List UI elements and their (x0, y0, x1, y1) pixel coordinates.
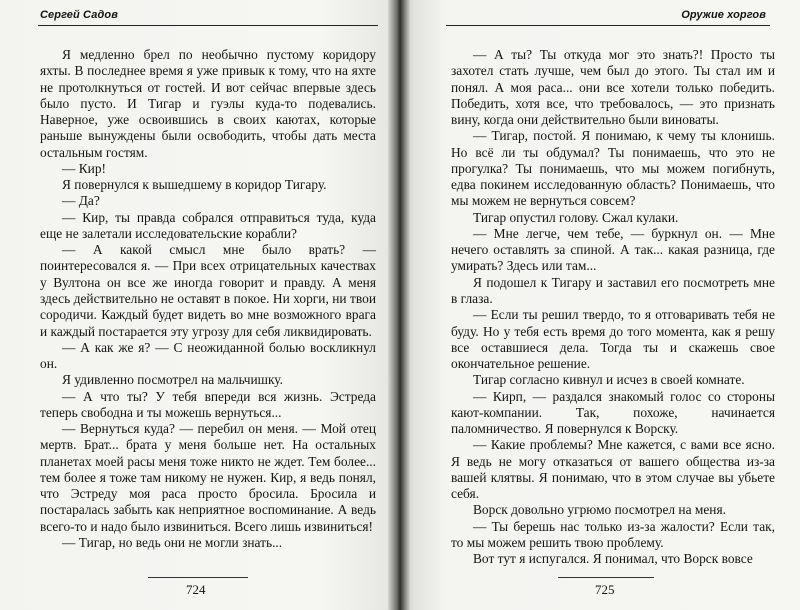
paragraph: — Кирп, — раздался знакомый голос со стороны кают-компании. Так, похоже, начинается паломничество. Я повернулся к Ворску. (451, 388, 775, 437)
header-rule (38, 25, 378, 26)
paragraph: — А ты? Ты откуда мог это знать?! Просто ты захотел стать лучше, чем был до этого. Ты стал им и понял. А моя раса... они все хотели только победить. Победить, хотя все, что требовалось, — это признать вину, когда они действительно были виноваты. (451, 47, 775, 128)
paragraph: — Вернуться куда? — перебил он меня. — Мой отец мертв. Брат... брата у меня больше нет. На остальных планетах моей расы меня тоже никто не ждет. Тем более... тем более я тоже там никому не нужен. Кир, я ведь понял, что Эстреду моя раса просто бросила. Бросила и постаралась забыть как неприятное воспоминание. А ведь всего-то и надо было извиниться. Всего лишь извиниться! (40, 421, 376, 534)
paragraph: — Если ты решил твердо, то я отговаривать тебя не буду. Но у тебя есть время до того момента, как я решу все оставшиеся дела. Тогда ты и скажешь свое окончательное решение. (451, 307, 775, 372)
paragraph: — Да? (62, 193, 100, 209)
footer-rule (148, 577, 248, 578)
header-rule (446, 25, 770, 26)
page-number: 724 (186, 582, 206, 597)
paragraph: Я медленно брел по необычно пустому коридору яхты. В последнее время я уже привык к тому, что на яхте не протолкнуться от гостей. И вот сейчас впервые здесь было пусто. И Тигар и гуэлы куда-то подевались. Наверное, уже освоившись в своих каютах, которые раньше вынуждены были освободить, чтобы дать места остальным гостям. (40, 47, 376, 160)
paragraph: — Тигар, постой. Я понимаю, к чему ты клонишь. Но всё ли ты обдумал? Ты понимаешь, что это не прогулка? Ты понимаешь, что мы можем погибнуть, едва покинем исследованную область? Понимаешь, что мы можем не вернуться совсем? (451, 128, 775, 209)
running-header-author: Сергей Садов (40, 9, 118, 21)
paragraph: Я подошел к Тигару и заставил его посмотреть мне в глаза. (451, 274, 775, 306)
left-page (0, 0, 398, 610)
paragraph: — А как же я? — С неожиданной болью воскликнул он. (40, 339, 376, 372)
paragraph: Ворск довольно угрюмо посмотрел на меня. (473, 502, 726, 518)
paragraph: — Кир, ты правда собрался отправиться туда, куда еще не залетали исследовательские корабли? (40, 209, 376, 241)
paragraph: — Какие проблемы? Мне кажется, с вами все ясно. Я ведь не могу отказаться от вашего общества из-за вашей клятвы. Я понимаю, что в этом случае вы убьете себя. (451, 437, 775, 502)
paragraph: — Тигар, но ведь они не могли знать... (62, 534, 283, 550)
page-text (451, 47, 775, 568)
paragraph: Я повернулся к вышедшему в коридор Тигару. (62, 177, 327, 193)
paragraph: — Мне легче, чем тебе, — буркнул он. — Мне нечего оставлять за спиной. А так... какая разница, где умирать? Здесь или там... (451, 225, 775, 274)
book-spine-gutter (388, 0, 410, 610)
paragraph: — А что ты? У тебя впереди вся жизнь. Эстреда теперь свободна и ты можешь вернуться... (40, 388, 376, 420)
paragraph: Тигар согласно кивнул и исчез в своей комнате. (473, 372, 745, 388)
footer-rule (558, 577, 654, 578)
paragraph: — А какой смысл мне было врать? — поинтересовался я. — При всех отрицательных качествах у Вултона он все же иногда говорит и правду. А меня здесь действительно не оставят в покое. Ни хорги, ни твои сородичи. Каждый будет видеть во мне возможного врага и каждый постарается эту угрозу для себя ликвидировать. (40, 242, 376, 339)
paragraph: Вот тут я испугался. Я понимал, что Ворск вовсе (473, 551, 753, 567)
page-text (40, 47, 376, 551)
page-number: 725 (595, 582, 615, 597)
right-page (398, 0, 800, 610)
running-header-title: Оружие хоргов (681, 9, 766, 21)
paragraph: — Ты берешь нас только из-за жалости? Если так, то мы можем решить твою проблему. (451, 518, 775, 550)
paragraph: Я удивленно посмотрел на мальчишку. (62, 372, 283, 388)
paragraph: Тигар опустил голову. Сжал кулаки. (473, 209, 679, 225)
paragraph: — Кир! (62, 160, 106, 176)
